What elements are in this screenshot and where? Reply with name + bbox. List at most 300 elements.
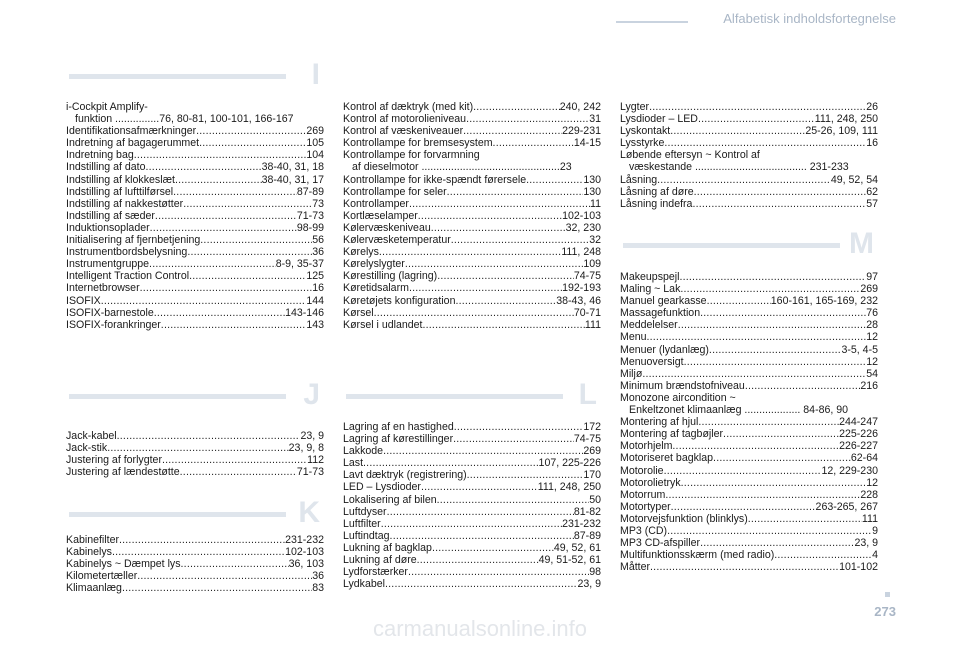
dot-leader <box>117 430 301 442</box>
entry-term: Lakkode <box>343 445 384 458</box>
entry-term: Kontrollampe for bremsesystem <box>343 137 493 150</box>
index-entry <box>66 570 324 582</box>
entry-pages: 269 <box>306 125 324 138</box>
entry-term: Indstilling af sæder <box>66 209 155 222</box>
entry-pages: 25-26, 109, 111 <box>805 125 878 138</box>
entry-list <box>343 101 601 331</box>
entry-term: ISOFIX-forankringer <box>66 318 161 331</box>
section-letter: I <box>311 58 320 91</box>
entry-term: Køretidsalarm <box>343 282 409 295</box>
index-entry <box>66 307 324 319</box>
dot-leader <box>467 469 584 481</box>
entry-pages: 74-75 <box>573 270 601 283</box>
index-entry <box>343 445 601 457</box>
dot-leader <box>162 454 307 466</box>
entry-pages: 62 <box>866 185 878 198</box>
entry-term: Løbende eftersyn ~ Kontrol af <box>620 149 760 162</box>
entry-term: Kilometertæller <box>66 570 138 583</box>
index-entry <box>343 282 601 294</box>
entry-term: Menuer (lydanlæg) <box>620 343 709 356</box>
dot-leader <box>671 501 816 513</box>
entry-pages: 23, 9 <box>300 430 324 442</box>
index-entry <box>343 307 601 319</box>
index-entry <box>66 282 324 294</box>
entry-term: Kontrol af motorolieniveau <box>343 113 467 126</box>
dot-leader <box>698 113 815 125</box>
dot-leader <box>678 319 866 331</box>
entry-pages: 98-99 <box>296 221 324 234</box>
dot-leader <box>466 113 589 125</box>
index-entry <box>66 186 324 198</box>
entry-pages: 81-82 <box>573 505 601 518</box>
entry-pages: 12 <box>866 355 878 368</box>
index-entry <box>620 319 878 331</box>
section-bar <box>346 394 563 399</box>
dot-leader <box>181 558 289 570</box>
entry-pages: 31 <box>589 113 601 126</box>
entry-pages: 112 <box>307 454 324 467</box>
entry-term: Kabinelys <box>66 546 112 559</box>
entry-pages: 244-247 <box>839 416 878 429</box>
dot-leader <box>672 440 839 452</box>
dot-leader <box>408 566 589 578</box>
entry-term: Maling ~ Lak <box>620 283 681 296</box>
index-entry <box>620 101 878 113</box>
entry-pages: 263-265, 267 <box>815 500 878 513</box>
entry-term: Manuel gearkasse <box>620 295 707 308</box>
index-entry <box>66 319 324 331</box>
entry-term: Massagefunktion <box>620 307 701 320</box>
entry-term: Menu <box>620 331 647 344</box>
index-entry <box>343 457 601 469</box>
dot-leader <box>664 137 866 149</box>
entry-pages: 62-64 <box>850 452 878 465</box>
entry-pages: 226-227 <box>839 440 878 453</box>
index-entry <box>343 494 601 506</box>
index-entry <box>66 454 324 466</box>
entry-pages: 36, 103 <box>288 558 324 571</box>
section-letter: M <box>849 227 874 260</box>
entry-term: Internetbrowser <box>66 282 140 295</box>
entry-term: Last <box>343 457 364 470</box>
dot-leader <box>101 295 307 307</box>
dot-leader <box>150 222 297 234</box>
dot-leader <box>700 307 866 319</box>
dot-leader <box>447 186 584 198</box>
entry-term: Lavt dæktryk (registrering) <box>343 469 467 482</box>
index-entry <box>66 534 324 546</box>
index-entry <box>66 125 324 137</box>
dot-leader <box>647 331 867 343</box>
entry-pages: 231-232 <box>562 517 601 530</box>
dot-leader <box>423 319 585 331</box>
dot-leader <box>680 283 860 295</box>
entry-pages: 32 <box>589 234 601 247</box>
section-L <box>343 378 601 591</box>
entry-term: Indretning bag <box>66 149 134 162</box>
entry-term: Kortlæselamper <box>343 209 418 222</box>
index-entry <box>620 416 878 428</box>
index-entry <box>66 137 324 149</box>
entry-term: Kabinelys ~ Dæmpet lys <box>66 558 181 571</box>
entry-pages: 70-71 <box>573 306 601 319</box>
section-K <box>66 496 324 595</box>
entry-pages: 101-102 <box>839 561 878 574</box>
index-entry <box>343 222 601 234</box>
entry-pages: 32, 230 <box>565 221 601 234</box>
entry-term: Motorrum <box>620 488 666 501</box>
section-letter: J <box>303 378 320 411</box>
section-L-cont <box>620 101 878 210</box>
index-entry <box>620 307 878 319</box>
entry-pages: 231-232 <box>285 534 324 546</box>
dot-leader <box>418 210 562 222</box>
entry-pages: 111 <box>861 512 878 525</box>
index-entry <box>620 561 878 573</box>
entry-term: ISOFIX <box>66 294 101 307</box>
entry-term: Lygter <box>620 101 650 113</box>
entry-pages: 97 <box>866 271 878 283</box>
entry-term: Montering af tagbøjler <box>620 428 724 441</box>
entry-list <box>620 271 878 573</box>
index-entry <box>343 174 601 186</box>
entry-pages: 102-103 <box>562 209 601 222</box>
entry-pages: 54 <box>866 367 878 380</box>
dot-leader <box>723 428 839 440</box>
dot-leader <box>707 295 771 307</box>
entry-pages: 56 <box>312 234 324 247</box>
dot-leader <box>137 570 312 582</box>
index-entry <box>66 234 324 246</box>
index-entry <box>620 198 878 210</box>
index-entry <box>620 113 878 125</box>
entry-pages: 9 <box>872 524 878 537</box>
index-entry <box>343 554 601 566</box>
dot-leader <box>670 125 805 137</box>
dot-leader <box>684 356 867 368</box>
entry-pages: 216 <box>860 379 878 392</box>
index-entry <box>620 356 878 368</box>
dot-leader <box>405 258 584 270</box>
dot-leader <box>745 380 860 392</box>
entry-pages: 109 <box>583 258 601 271</box>
index-entry <box>620 271 878 283</box>
entry-pages: 74-75 <box>573 433 601 446</box>
entry-pages: 225-226 <box>839 428 878 441</box>
entry-pages: 125 <box>306 270 324 283</box>
entry-term: Justering af forlygter <box>66 454 162 467</box>
dot-leader <box>681 477 867 489</box>
entry-pages: 4 <box>872 549 878 562</box>
entry-term: LED – Lysdioder <box>343 481 421 494</box>
dot-leader <box>694 186 867 198</box>
entry-pages: 49, 52, 61 <box>553 541 601 554</box>
entry-term: Motoriseret bagklap <box>620 452 714 465</box>
entry-pages: 23, 9 <box>854 537 878 550</box>
index-entry <box>620 465 878 477</box>
index-entry <box>343 319 601 331</box>
entry-term: Kørelyslygter <box>343 258 405 271</box>
index-entry <box>66 101 324 125</box>
dot-leader <box>387 506 574 518</box>
dot-leader <box>122 582 312 594</box>
dot-leader <box>700 537 854 549</box>
index-entry <box>66 582 324 594</box>
entry-term: Kontrollampe for ikke-spændt førersele <box>343 173 527 186</box>
entry-pages: 269 <box>583 445 601 458</box>
entry-term: i-Cockpit Amplify- <box>66 101 148 113</box>
entry-term: Indstilling af nakkestøtter <box>66 197 184 210</box>
dot-leader <box>649 101 866 113</box>
entry-term: Låsning indefra <box>620 197 693 210</box>
dot-leader <box>200 234 312 246</box>
index-entry <box>343 246 601 258</box>
entry-pages: 172 <box>583 421 601 433</box>
entry-term: Multifunktionsskærm (med radio) <box>620 549 775 562</box>
entry-pages: 83 <box>312 582 324 595</box>
dot-leader <box>451 234 589 246</box>
dot-leader <box>374 307 574 319</box>
index-entry <box>620 149 878 173</box>
dot-leader <box>383 445 583 457</box>
entry-term: Monozone aircondition ~ <box>620 391 736 404</box>
dot-leader <box>154 307 285 319</box>
section-J <box>66 378 324 479</box>
entry-term: Låsning <box>620 173 658 186</box>
index-entry <box>66 558 324 570</box>
entry-pages: 73 <box>312 197 324 210</box>
entry-pages: 240, 242 <box>559 101 601 113</box>
index-entry <box>343 113 601 125</box>
section-header-M <box>620 227 878 265</box>
entry-pages: 36 <box>312 246 324 259</box>
entry-pages: 102-103 <box>285 546 324 559</box>
index-entry <box>66 161 324 173</box>
index-entry <box>343 481 601 493</box>
dot-leader <box>774 549 872 561</box>
index-entry <box>343 258 601 270</box>
section-I <box>66 58 324 331</box>
entry-pages: 111 <box>584 318 601 331</box>
entry-term: Lysdioder – LED <box>620 113 698 126</box>
entry-term: Lukning af bagklap <box>343 541 432 554</box>
entry-term: MP3 (CD) <box>620 524 668 537</box>
entry-term: Indretning af bagagerummet <box>66 137 200 150</box>
index-entry <box>343 469 601 481</box>
entry-pages: 107, 225-226 <box>538 457 601 470</box>
index-entry <box>343 506 601 518</box>
entry-list <box>66 101 324 331</box>
section-header-I <box>66 58 324 96</box>
entry-pages: 228 <box>860 488 878 501</box>
entry-term: Lysstyrke <box>620 137 665 150</box>
entry-pages: 87-89 <box>296 185 324 198</box>
index-entry <box>343 421 601 433</box>
dot-leader <box>173 186 297 198</box>
entry-continuation: Enkeltzonet klimaanlæg ................... 84-86, 90 <box>629 404 849 417</box>
entry-term: Lokalisering af bilen <box>343 493 437 506</box>
entry-pages: 49, 52, 54 <box>830 173 878 186</box>
section-K-cont <box>343 101 601 331</box>
dot-leader <box>692 198 866 210</box>
entry-term: Lagring af kørestillinger <box>343 433 454 446</box>
dot-leader <box>180 466 297 478</box>
entry-term: Kørsel <box>343 306 374 319</box>
entry-pages: 87-89 <box>573 529 601 542</box>
dot-leader <box>175 174 262 186</box>
dot-leader <box>409 282 562 294</box>
entry-term: Motorvejsfunktion (blinklys) <box>620 512 748 525</box>
index-entry <box>620 137 878 149</box>
entry-pages: 160-161, 165-169, 232 <box>770 295 878 308</box>
index-entry <box>620 186 878 198</box>
index-entry <box>343 433 601 445</box>
entry-list <box>66 534 324 594</box>
entry-pages: 57 <box>866 197 878 210</box>
entry-term: Indstilling af dato <box>66 161 146 174</box>
index-entry <box>66 442 324 454</box>
dot-leader <box>642 368 866 380</box>
dot-leader <box>421 481 538 493</box>
index-entry <box>620 537 878 549</box>
section-M <box>620 227 878 574</box>
dot-leader <box>679 271 866 283</box>
dot-leader <box>493 137 574 149</box>
entry-pages: 49, 51-52, 61 <box>538 554 601 567</box>
dot-leader <box>432 542 554 554</box>
dot-leader <box>713 452 851 464</box>
dot-leader <box>390 530 574 542</box>
dot-leader <box>363 457 539 469</box>
index-entry <box>620 392 878 416</box>
entry-term: Lagring af en hastighed <box>343 421 454 433</box>
entry-pages: 28 <box>866 319 878 332</box>
entry-term: Induktionsoplader <box>66 221 150 234</box>
index-entry <box>66 210 324 222</box>
dot-leader <box>709 344 842 356</box>
index-entry <box>620 428 878 440</box>
index-entry <box>343 186 601 198</box>
section-bar <box>623 243 840 248</box>
dot-leader <box>119 534 285 546</box>
entry-pages: 76 <box>866 307 878 320</box>
dot-leader <box>650 561 839 573</box>
entry-pages: 143 <box>306 318 324 331</box>
entry-term: Kontrollampe for seler <box>343 185 447 198</box>
index-entry <box>620 174 878 186</box>
entry-pages: 50 <box>589 493 601 506</box>
dot-leader <box>149 258 276 270</box>
entry-term: ISOFIX-barnestole <box>66 306 154 319</box>
section-bar <box>69 512 286 517</box>
index-entry <box>66 430 324 442</box>
section-bar <box>69 394 286 399</box>
entry-term: Luftdyser <box>343 505 387 518</box>
entry-continuation: funktion ...............76, 80-81, 100-101, 166-167 <box>75 113 294 126</box>
entry-term: Indstilling af lufttilførsel <box>66 185 174 198</box>
entry-pages: 11 <box>590 197 601 210</box>
dot-leader <box>134 149 307 161</box>
entry-pages: 12 <box>866 331 878 344</box>
entry-pages: 38-40, 31, 17 <box>261 173 324 186</box>
section-header-L <box>343 378 601 416</box>
dot-leader <box>748 513 862 525</box>
entry-pages: 144 <box>306 294 324 307</box>
index-entry <box>343 149 601 173</box>
dot-leader <box>665 489 860 501</box>
index-entry <box>66 222 324 234</box>
entry-term: Kørelys <box>343 246 379 259</box>
dot-leader <box>107 442 288 454</box>
page-number: 273 <box>874 604 896 619</box>
dot-leader <box>473 101 560 113</box>
index-entry <box>66 198 324 210</box>
entry-pages: 192-193 <box>562 282 601 295</box>
entry-pages: 269 <box>860 283 878 296</box>
index-entry <box>620 549 878 561</box>
dot-leader <box>381 518 562 530</box>
entry-pages: 105 <box>306 137 324 150</box>
entry-term: Lydkabel <box>343 578 386 591</box>
index-entry <box>620 331 878 343</box>
dot-leader <box>417 554 539 566</box>
dot-leader <box>183 198 312 210</box>
dot-leader <box>140 282 313 294</box>
entry-term: Instrumentgruppe <box>66 258 150 271</box>
entry-term: Justering af lændestøtte <box>66 466 180 479</box>
entry-term: Lyskontakt <box>620 125 671 138</box>
page-title: Alfabetisk indholdsfortegnelse <box>723 11 896 26</box>
entry-pages: 16 <box>866 137 878 150</box>
dot-leader <box>409 198 590 210</box>
entry-term: Kontrollampe for forvarmning <box>343 149 480 162</box>
dot-leader <box>657 174 831 186</box>
entry-term: Meddelelser <box>620 319 678 332</box>
entry-pages: 26 <box>866 101 878 113</box>
dot-leader <box>379 246 561 258</box>
entry-term: Motorolietryk <box>620 476 681 489</box>
dot-leader <box>698 416 839 428</box>
index-entry <box>343 270 601 282</box>
index-entry <box>66 258 324 270</box>
entry-pages: 38-43, 46 <box>556 294 601 307</box>
entry-term: Montering af hjul <box>620 416 699 429</box>
entry-pages: 12, 229-230 <box>821 464 878 477</box>
entry-term: Lydforstærker <box>343 566 408 579</box>
entry-pages: 71-73 <box>296 209 324 222</box>
entry-term: Motorolie <box>620 464 664 477</box>
dot-leader <box>155 210 297 222</box>
index-entry <box>66 466 324 478</box>
index-entry <box>343 542 601 554</box>
index-entry <box>66 174 324 186</box>
dot-leader <box>437 494 590 506</box>
dot-leader <box>453 433 574 445</box>
dot-leader <box>189 270 306 282</box>
index-entry <box>343 518 601 530</box>
entry-term: Lukning af døre <box>343 554 417 567</box>
index-entry <box>343 578 601 590</box>
entry-term: Kontrol af væskeniveauer <box>343 125 464 138</box>
index-entry <box>620 501 878 513</box>
entry-term: Kørsel i udlandet <box>343 318 423 331</box>
index-entry <box>66 270 324 282</box>
index-entry <box>343 566 601 578</box>
entry-term: Luftindtag <box>343 529 390 542</box>
entry-pages: 104 <box>306 149 324 162</box>
index-entry <box>620 440 878 452</box>
entry-term: Identifikationsafmærkninger <box>66 125 197 138</box>
